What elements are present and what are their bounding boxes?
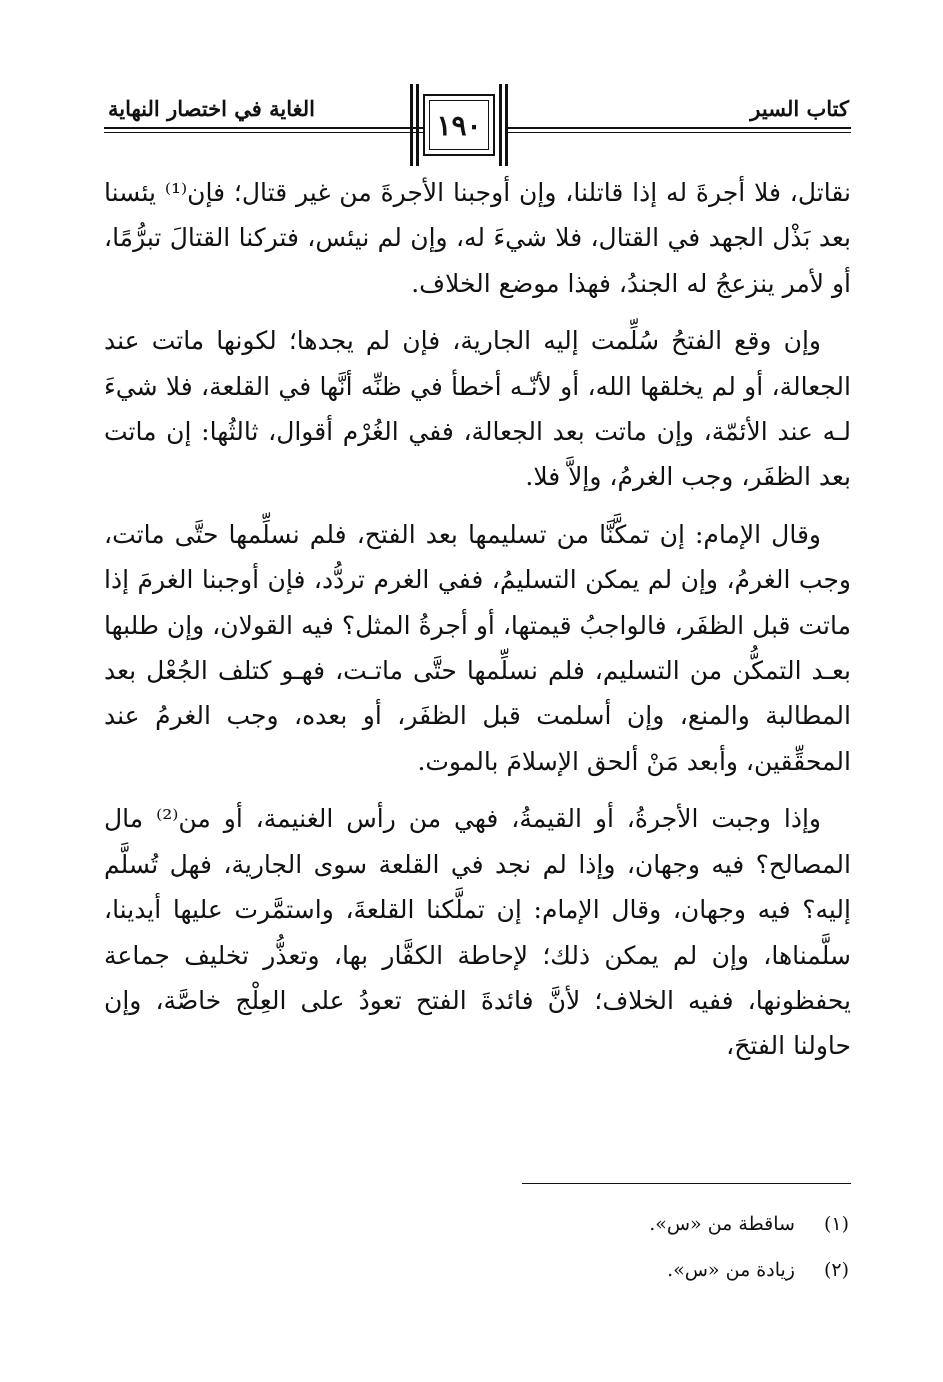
- footnote-text: زيادة من «س».: [667, 1259, 795, 1281]
- paragraph: وقال الإمام: إن تمكَّنَّا من تسليمها بعد الفتح، فلم نسلِّمها حتَّى ماتت، وجب الغرمُ، وإن لم يمكن التسليمُ، ففي الغرم تردُّد، فإن أوجبنا الغرمَ إذا ماتت قبل الظفَر، فالواجبُ قيمتها، أو أجرةُ المثل؟ فيه القولان، وإن طلبها بعـد التمكُّن من التسليم، فلم نسلِّمها حتَّى ماتـت، فهـو كتلف الجُعْل بعد المطالبة والمنع، وإن أسلمت قبل الظفَر، أو بعده، وجب الغرمُ عند المحقِّقين، وأبعد مَنْ ألحق الإسلامَ بالموت.: [104, 519, 851, 776]
- header-rule-left: [104, 127, 433, 129]
- book-title: الغاية في اختصار النهاية: [108, 96, 315, 121]
- page-number: ١٩٠: [436, 109, 482, 142]
- paragraph: وإن وقع الفتحُ سُلِّمت إليه الجارية، فإن لم يجدها؛ لكونها ماتت عند الجعالة، أو لم يخلقها الله، أو لأنّـه أخطأ في ظنِّه أنَّها في القلعة، فلا شيءَ لـه عند الأئمّة، وإن ماتت بعد الجعالة، ففي الغُرْم أقوال، ثالثُها: إن ماتت بعد الظفَر، وجب الغرمُ، وإلاَّ فلا.: [104, 326, 851, 492]
- footnote-number: (١): [823, 1213, 849, 1235]
- paragraph: وإذا وجبت الأجرةُ، أو القيمةُ، فهي من رأس الغنيمة، أو من⁽²⁾ مال المصالح؟ فيه وجهان، وإذا لم نجد في القلعة سوى الجارية، فهل تُسلَّم إليه؟ فيه وجهان، وقال الإمام: إن تملَّكنا القلعةَ، واستمَّرت عليها أيدينا، سلَّمناها، وإن لم يمكن ذلك؛ لإحاطة الكفَّار بها، وتعذُّر تخليف جماعة يحفظونها، ففيه الخلاف؛ لأنَّ فائدةَ الفتح تعودُ على العِلْج خاصَّة، وإن حاولنا الفتحَ،: [104, 804, 851, 1061]
- footnotes: [104, 1201, 849, 1293]
- main-text: [104, 170, 851, 1081]
- header-rule-right-thin: [505, 132, 851, 133]
- paragraph: نقاتل، فلا أجرةَ له إذا قاتلنا، وإن أوجبنا الأجرةَ من غير قتال؛ فإن⁽¹⁾ يئسنا بعد بَذْل الجهد في القتال، فلا شيءَ له، وإن لم نيئس، فتركنا القتالَ تبرُّمًا، أو لأمر ينزعجُ له الجندُ، فهذا موضع الخلاف.: [104, 178, 851, 298]
- footnote-text: ساقطة من «س».: [649, 1213, 795, 1235]
- page-number-frame: [423, 94, 495, 156]
- footnote-separator: [522, 1183, 851, 1184]
- footnote: [104, 1201, 849, 1247]
- header-rule-left-thin: [104, 132, 433, 133]
- chapter-title: كتاب السير: [750, 96, 849, 121]
- header-rule-right: [505, 127, 851, 129]
- footnote-number: (٢): [823, 1259, 849, 1281]
- footnote: [104, 1247, 849, 1293]
